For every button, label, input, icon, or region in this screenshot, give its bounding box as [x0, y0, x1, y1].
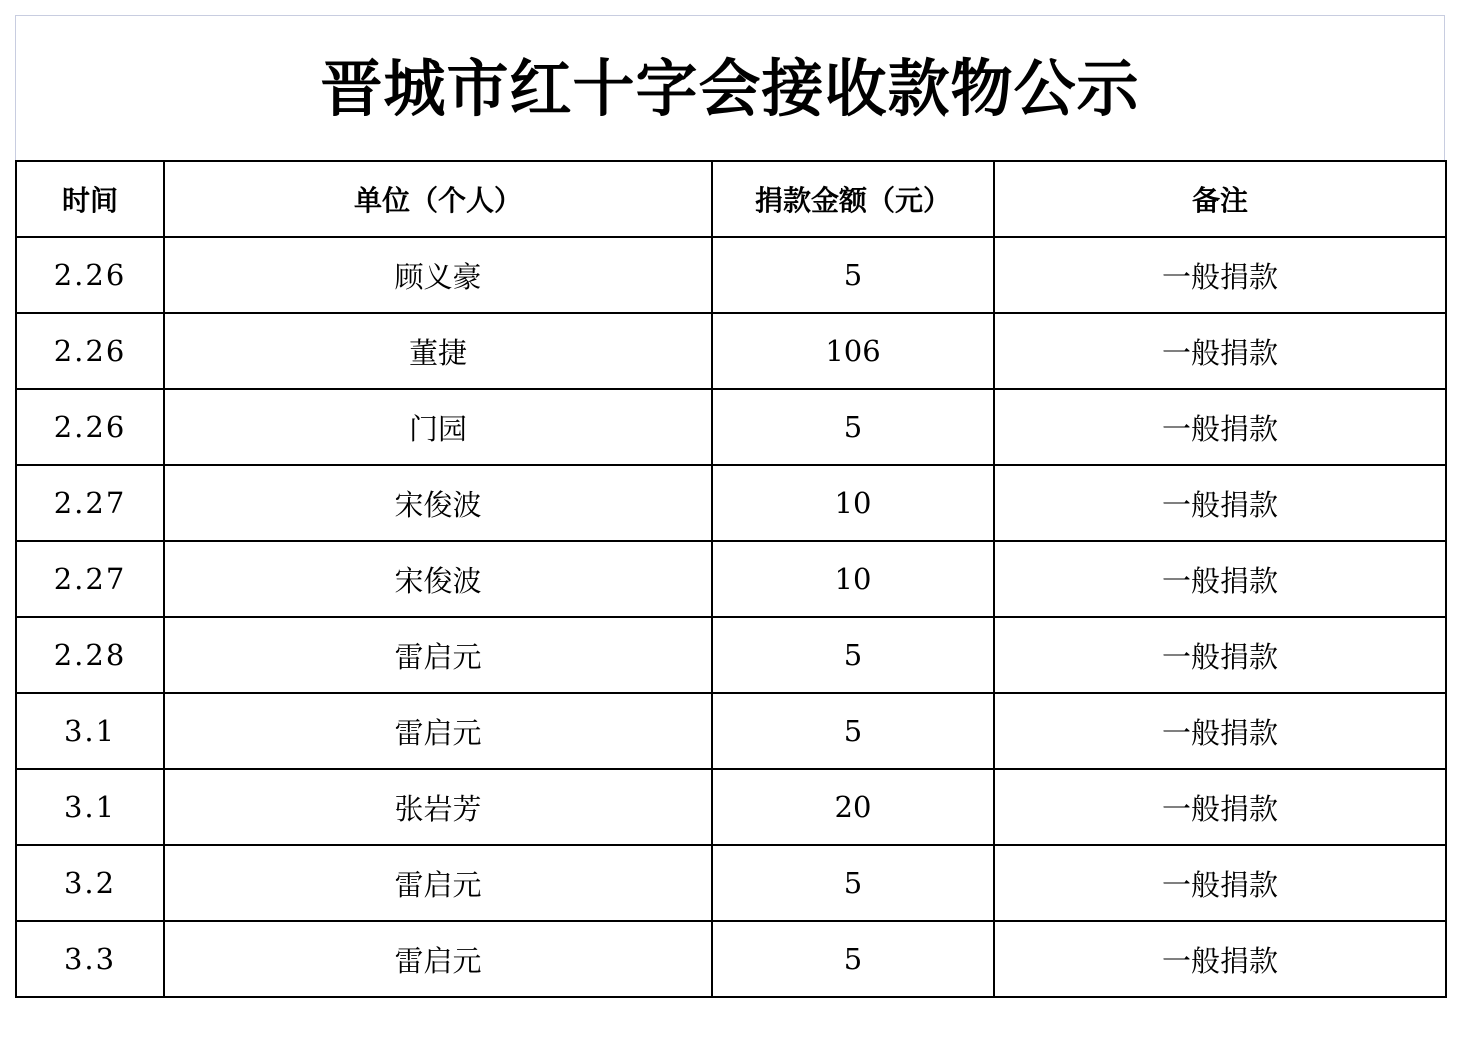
table-header-row	[16, 161, 1446, 237]
cell-amount: 5	[712, 237, 994, 313]
donation-notice-sheet	[15, 15, 1445, 1043]
cell-note: 一般捐款	[994, 541, 1446, 617]
cell-donor: 雷启元	[164, 693, 712, 769]
cell-donor: 顾义豪	[164, 237, 712, 313]
cell-note: 一般捐款	[994, 769, 1446, 845]
table-row	[16, 845, 1446, 921]
table-row	[16, 541, 1446, 617]
cell-amount: 5	[712, 693, 994, 769]
cell-amount: 20	[712, 769, 994, 845]
cell-date: 2.27	[16, 541, 164, 617]
cell-date: 2.26	[16, 389, 164, 465]
cell-amount: 5	[712, 845, 994, 921]
column-header-amount: 捐款金额（元）	[712, 161, 994, 237]
cell-donor: 宋俊波	[164, 541, 712, 617]
cell-date: 3.3	[16, 921, 164, 997]
cell-date: 3.1	[16, 769, 164, 845]
cell-amount: 10	[712, 465, 994, 541]
cell-date: 2.26	[16, 313, 164, 389]
cell-note: 一般捐款	[994, 617, 1446, 693]
cell-amount: 10	[712, 541, 994, 617]
cell-date: 2.28	[16, 617, 164, 693]
cell-date: 2.26	[16, 237, 164, 313]
cell-note: 一般捐款	[994, 313, 1446, 389]
title-box	[15, 15, 1445, 161]
cell-amount: 5	[712, 389, 994, 465]
table-row	[16, 465, 1446, 541]
cell-note: 一般捐款	[994, 693, 1446, 769]
table-row	[16, 769, 1446, 845]
table-row	[16, 389, 1446, 465]
column-header-date: 时间	[16, 161, 164, 237]
cell-note: 一般捐款	[994, 237, 1446, 313]
table-row	[16, 237, 1446, 313]
cell-amount: 5	[712, 617, 994, 693]
cell-donor: 张岩芳	[164, 769, 712, 845]
cell-donor: 雷启元	[164, 617, 712, 693]
cell-donor: 雷启元	[164, 921, 712, 997]
donation-table	[15, 160, 1447, 998]
cell-date: 2.27	[16, 465, 164, 541]
cell-donor: 门园	[164, 389, 712, 465]
column-header-donor: 单位（个人）	[164, 161, 712, 237]
cell-note: 一般捐款	[994, 921, 1446, 997]
cell-date: 3.1	[16, 693, 164, 769]
table-row	[16, 617, 1446, 693]
table-row	[16, 693, 1446, 769]
table-row	[16, 313, 1446, 389]
cell-donor: 宋俊波	[164, 465, 712, 541]
cell-donor: 雷启元	[164, 845, 712, 921]
cell-note: 一般捐款	[994, 465, 1446, 541]
cell-date: 3.2	[16, 845, 164, 921]
cell-note: 一般捐款	[994, 389, 1446, 465]
cell-amount: 106	[712, 313, 994, 389]
column-header-note: 备注	[994, 161, 1446, 237]
cell-note: 一般捐款	[994, 845, 1446, 921]
table-row	[16, 921, 1446, 997]
cell-amount: 5	[712, 921, 994, 997]
cell-donor: 董捷	[164, 313, 712, 389]
page-title: 晋城市红十字会接收款物公示	[320, 51, 1140, 125]
